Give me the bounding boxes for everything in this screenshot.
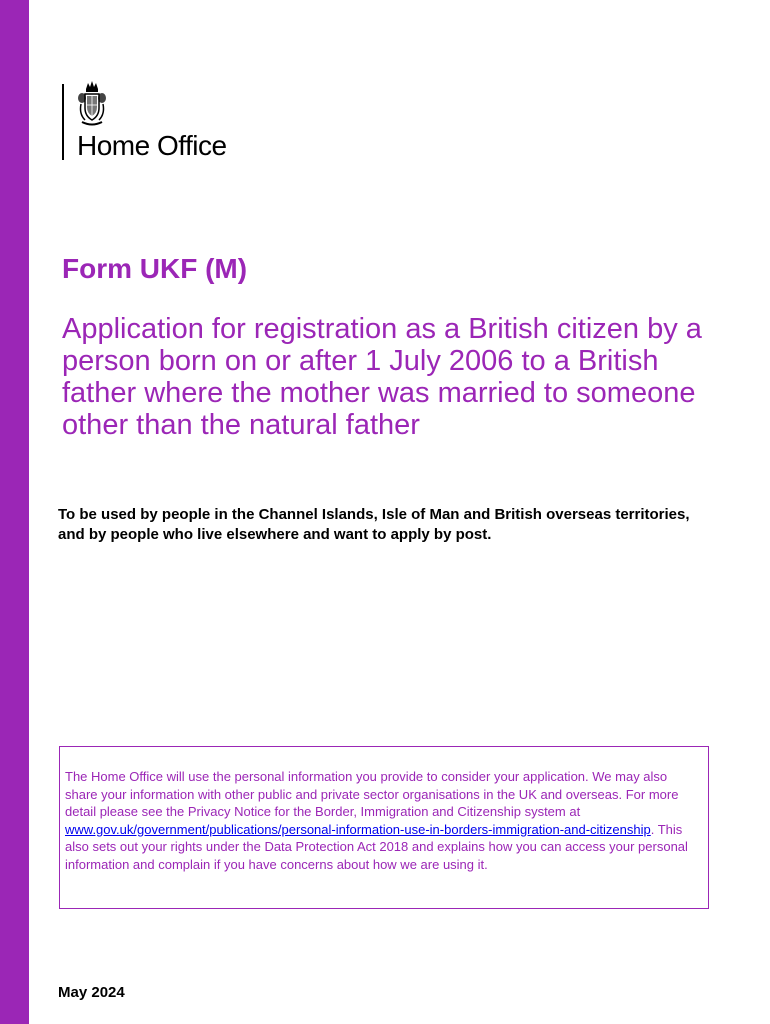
home-office-logo — [62, 80, 262, 164]
privacy-text-intro: The Home Office will use the personal information you provide to consider your application. We may also share your information with other public and private sector organisations in the UK and overseas. For more detail please see the Privacy Notice for the Border, Immigration and Citizenship system at — [65, 769, 679, 819]
privacy-text-rights: . This also sets out your rights under the Data Protection Act 2018 and explains how you can access your personal information and complain if you have concerns about how we are using it. — [65, 821, 688, 872]
purple-side-bar — [0, 0, 29, 1024]
publication-date: May 2024 — [58, 984, 125, 1001]
privacy-notice-text — [65, 768, 703, 873]
usage-note: To be used by people in the Channel Islands, Isle of Man and British overseas territories, and by people who live elsewhere and want to apply by post. — [58, 506, 690, 543]
logo-text: Home Office — [77, 130, 227, 161]
form-title: Application for registration as a British citizen by a person born on or after 1 July 2006 to a British father where the mother was married to someone other than the natural father — [62, 313, 702, 441]
royal-coat-of-arms-icon — [76, 80, 108, 130]
privacy-notice-box — [59, 746, 709, 909]
logo-divider-line — [62, 84, 64, 160]
form-code-heading: Form UKF (M) — [62, 253, 248, 284]
privacy-notice-link[interactable]: www.gov.uk/government/publications/personal-information-use-in-borders-immigration-and-citizenship — [65, 821, 651, 837]
